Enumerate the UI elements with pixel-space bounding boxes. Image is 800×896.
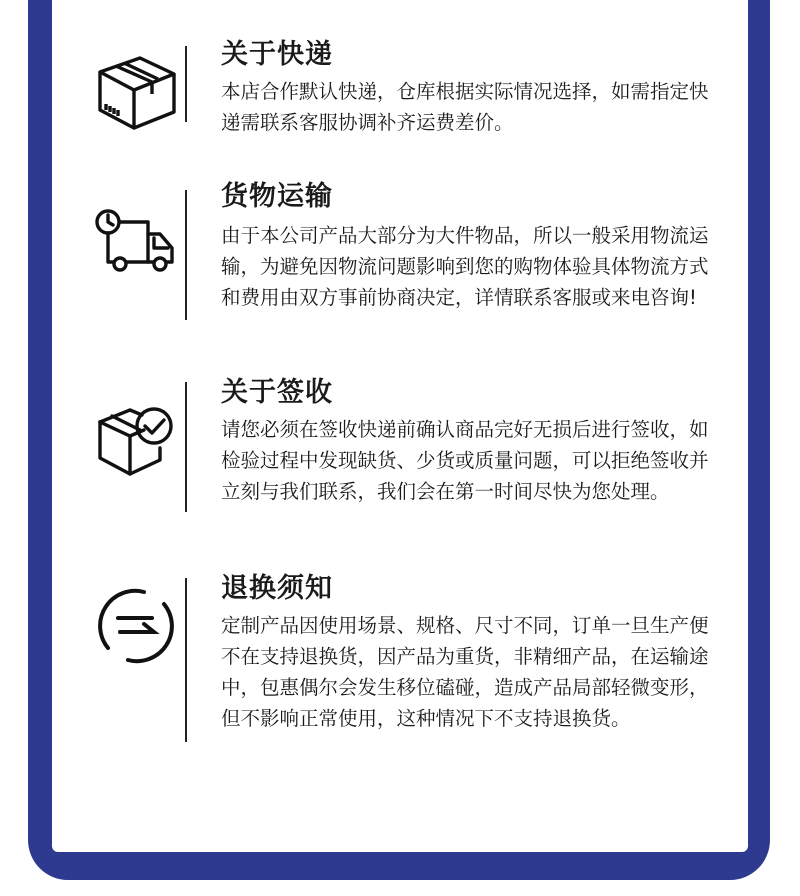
section-text: 请您必须在签收快递前确认商品完好无损后进行签收，如检验过程中发现缺货、少货或质量问题，可以拒绝签收并立刻与我们联系，我们会在第一时间尽快为您处理。 [221,418,709,503]
section-title: 货物运输 [221,181,333,212]
section-divider [185,46,187,122]
section-title: 关于签收 [221,377,333,408]
box-checkmark-icon [94,398,178,482]
section-divider [185,382,187,512]
exchange-arrows-icon [94,584,178,668]
section-title: 关于快递 [221,39,333,70]
delivery-truck-clock-icon [94,200,178,284]
package-box-icon [94,50,178,134]
section-divider [185,578,187,742]
section-text: 本店合作默认快递，仓库根据实际情况选择，如需指定快递需联系客服协调补齐运费差价。 [221,80,709,134]
section-title: 退换须知 [221,573,333,604]
section-divider [185,190,187,320]
shipping-info-card [52,0,748,852]
section-text: 由于本公司产品大部分为大件物品，所以一般采用物流运输，为避免因物流问题影响到您的购物体验具体物流方式和费用由双方事前协商决定，详情联系客服或来电咨询! [221,224,709,309]
section-text: 定制产品因使用场景、规格、尺寸不同，订单一旦生产便不在支持退换货，因产品为重货，非精细产品，在运输途中，包惠偶尔会发生移位磕碰，造成产品局部轻微变形，但不影响正常使用，这种情况下不支持退换货。 [221,614,709,730]
